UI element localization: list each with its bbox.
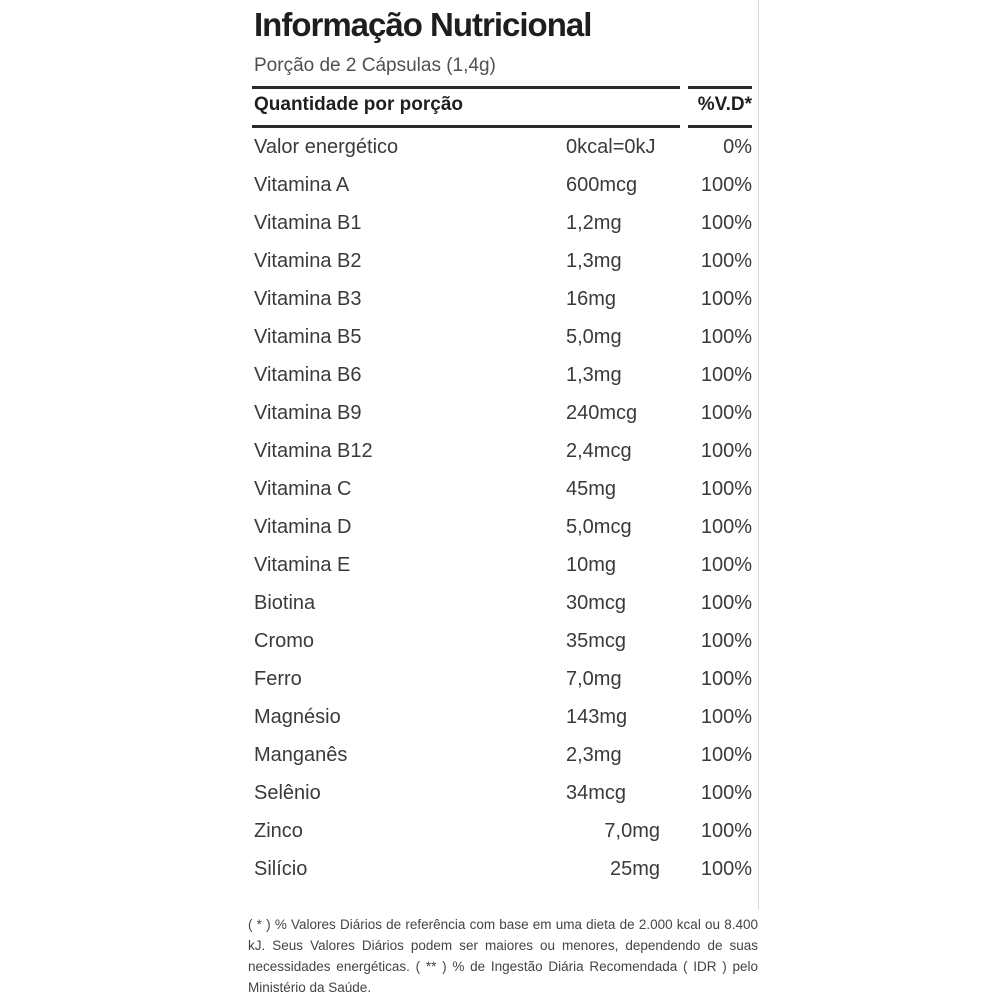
nutrient-dv: 100% — [700, 440, 752, 462]
nutrient-dv: 100% — [700, 516, 752, 538]
nutrient-dv: 100% — [700, 174, 752, 196]
table-row — [248, 470, 760, 508]
nutrient-name: Vitamina B3 — [254, 288, 362, 310]
nutrient-dv: 100% — [700, 288, 752, 310]
nutrient-amount: 10mg — [566, 554, 617, 576]
nutrient-name: Manganês — [254, 744, 348, 766]
nutrient-amount: 25mg — [609, 858, 660, 880]
nutrient-name: Valor energético — [254, 136, 399, 158]
nutrient-name: Biotina — [254, 592, 316, 614]
nutrient-name: Vitamina B5 — [254, 326, 362, 348]
table-row — [248, 318, 760, 356]
nutrient-amount: 1,3mg — [566, 250, 622, 272]
nutrient-amount: 7,0mg — [604, 820, 660, 842]
table-row — [248, 204, 760, 242]
nutrient-amount: 1,3mg — [566, 364, 622, 386]
table-row — [248, 394, 760, 432]
table-row — [248, 698, 760, 736]
table-row — [248, 584, 760, 622]
table-row — [248, 508, 760, 546]
table-row — [248, 280, 760, 318]
table-row — [248, 812, 760, 850]
table-row — [248, 850, 760, 888]
nutrient-amount: 5,0mg — [566, 326, 622, 348]
nutrient-dv: 100% — [700, 744, 752, 766]
nutrient-dv: 100% — [700, 478, 752, 500]
nutrient-dv: 100% — [700, 820, 752, 842]
nutrient-dv: 100% — [700, 212, 752, 234]
nutrient-name: Vitamina D — [254, 516, 352, 538]
table-row — [248, 622, 760, 660]
nutrient-amount: 30mcg — [566, 592, 627, 614]
panel-title: Informação Nutricional — [254, 6, 592, 43]
nutrient-amount: 240mcg — [566, 402, 638, 424]
table-row — [248, 660, 760, 698]
table-row — [248, 242, 760, 280]
nutrient-amount: 2,4mcg — [566, 440, 632, 462]
footnote: ( * ) % Valores Diários de referência com base em uma dieta de 2.000 kcal ou 8.400 kJ. Seus Valores Diários podem ser maiores ou menores, dependendo de suas necessidades energéticas. ( ** ) % de Ingestão Diária Recomendada ( IDR ) pelo Ministério da Saúde. — [248, 917, 758, 995]
table-row — [248, 356, 760, 394]
nutrient-name: Magnésio — [254, 706, 341, 728]
nutrient-name: Zinco — [254, 820, 303, 842]
nutrient-name: Vitamina A — [254, 174, 350, 196]
nutrient-amount: 45mg — [566, 478, 617, 500]
table-row — [248, 736, 760, 774]
serving-size: Porção de 2 Cápsulas (1,4g) — [254, 55, 496, 76]
nutrient-amount: 7,0mg — [566, 668, 622, 690]
nutrient-amount: 16mg — [566, 288, 617, 310]
nutrient-name: Vitamina B1 — [254, 212, 362, 234]
table-row — [248, 128, 760, 166]
nutrient-dv: 100% — [700, 668, 752, 690]
nutrient-dv: 100% — [700, 364, 752, 386]
table-row — [248, 166, 760, 204]
nutrient-dv: 100% — [700, 554, 752, 576]
header-top-rule-dv — [688, 86, 752, 89]
header-dv-label: %V.D* — [697, 94, 752, 115]
nutrient-dv: 100% — [700, 250, 752, 272]
nutrient-dv: 100% — [700, 630, 752, 652]
nutrient-dv: 100% — [700, 858, 752, 880]
nutrient-dv: 100% — [700, 402, 752, 424]
nutrient-amount: 600mcg — [566, 174, 638, 196]
header-top-rule — [252, 86, 680, 89]
nutrient-name: Vitamina B9 — [254, 402, 362, 424]
nutrient-name: Vitamina B12 — [254, 440, 373, 462]
nutrient-name: Cromo — [254, 630, 315, 652]
nutrient-name: Selênio — [254, 782, 321, 804]
nutrient-amount: 35mcg — [566, 630, 627, 652]
table-row — [248, 546, 760, 584]
table-row — [248, 432, 760, 470]
header-quantity-label: Quantidade por porção — [254, 94, 464, 115]
nutrient-name: Vitamina B2 — [254, 250, 362, 272]
nutrient-name: Silício — [254, 858, 308, 880]
nutrient-amount: 2,3mg — [566, 744, 622, 766]
nutrient-name: Vitamina B6 — [254, 364, 362, 386]
nutrient-amount: 34mcg — [566, 782, 627, 804]
nutrient-amount: 0kcal=0kJ — [566, 136, 656, 158]
nutrient-dv: 0% — [723, 136, 752, 158]
nutrient-dv: 100% — [700, 326, 752, 348]
nutrient-dv: 100% — [700, 592, 752, 614]
nutrient-amount: 5,0mcg — [566, 516, 632, 538]
nutrient-name: Vitamina E — [254, 554, 351, 576]
nutrient-name: Vitamina C — [254, 478, 352, 500]
nutrient-amount: 143mg — [566, 706, 628, 728]
nutrient-dv: 100% — [700, 782, 752, 804]
nutrient-name: Ferro — [254, 668, 302, 690]
table-row — [248, 774, 760, 812]
nutrient-dv: 100% — [700, 706, 752, 728]
nutrient-amount: 1,2mg — [566, 212, 622, 234]
